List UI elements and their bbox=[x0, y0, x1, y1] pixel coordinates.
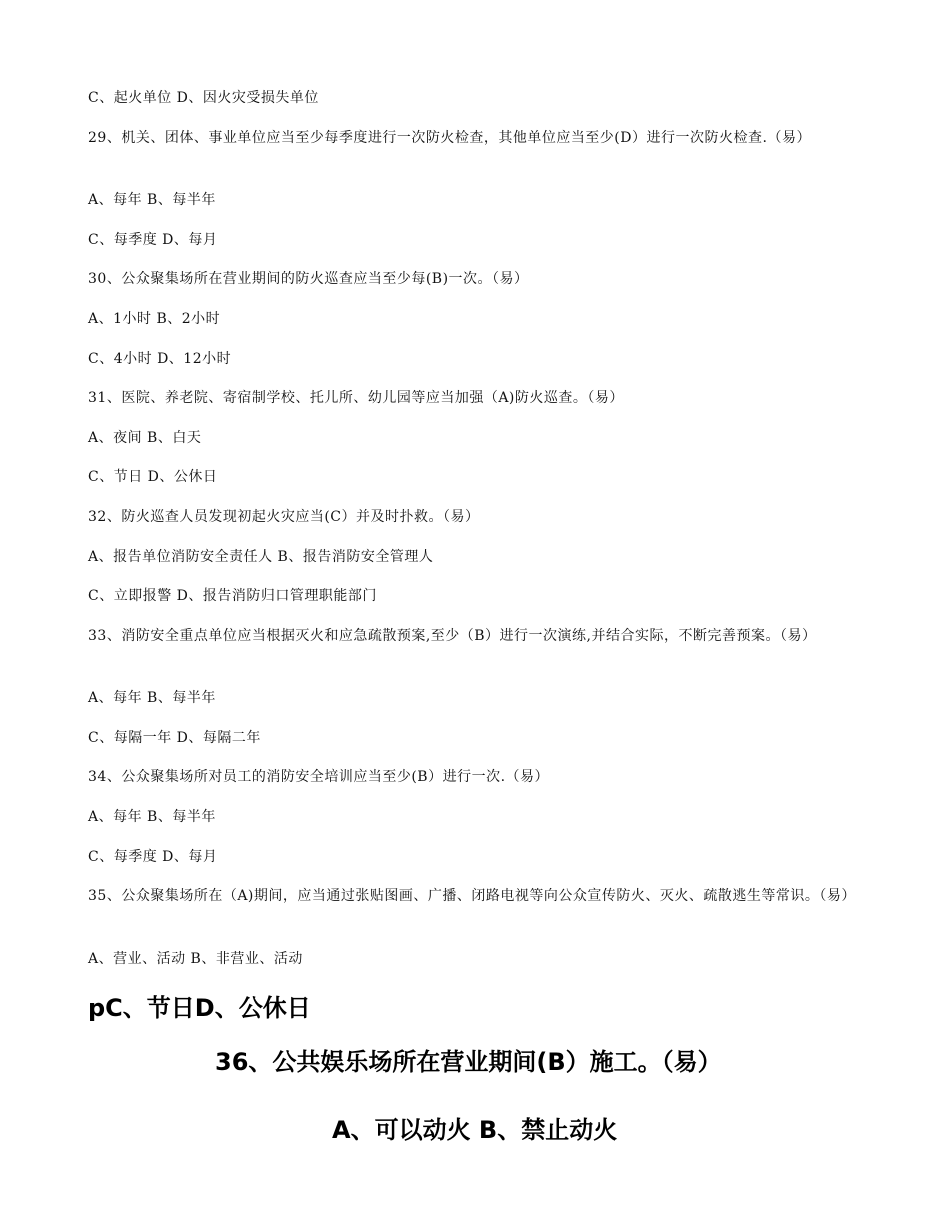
option-line: C、每隔一年 D、每隔二年 bbox=[88, 730, 261, 746]
question-30: 30、公众聚集场所在营业期间的防火巡查应当至少每(B)一次。（易） bbox=[88, 271, 529, 287]
option-line: C、4小时 D、12小时 bbox=[88, 351, 232, 367]
option-line: A、营业、活动 B、非营业、活动 bbox=[88, 951, 303, 967]
option-line: A、夜间 B、白天 bbox=[88, 430, 202, 446]
question-32: 32、防火巡查人员发现初起火灾应当(C）并及时扑救。（易） bbox=[88, 509, 480, 525]
question-31: 31、医院、养老院、寄宿制学校、托儿所、幼儿园等应当加强（A)防火巡查。（易） bbox=[88, 390, 624, 406]
option-line: A、报告单位消防安全责任人 B、报告消防安全管理人 bbox=[88, 549, 434, 565]
option-line: C、节日 D、公休日 bbox=[88, 469, 218, 485]
question-29: 29、机关、团体、事业单位应当至少每季度进行一次防火检查，其他单位应当至少(D）进行一次防火检查.（易） bbox=[88, 130, 811, 146]
large-option-line: A、可以动火 B、禁止动火 bbox=[332, 1116, 618, 1144]
option-line: A、1小时 B、2小时 bbox=[88, 311, 221, 327]
large-option-line: pC、节日D、公休日 bbox=[88, 994, 311, 1022]
option-line: C、起火单位 D、因火灾受损失单位 bbox=[88, 90, 319, 106]
option-line: A、每年 B、每半年 bbox=[88, 809, 216, 825]
question-35: 35、公众聚集场所在（A)期间，应当通过张贴图画、广播、闭路电视等向公众宣传防火、灭火、疏散逃生等常识。（易） bbox=[88, 888, 856, 904]
option-line: C、每季度 D、每月 bbox=[88, 849, 218, 865]
option-line: C、每季度 D、每月 bbox=[88, 232, 218, 248]
option-line: A、每年 B、每半年 bbox=[88, 690, 216, 706]
question-33: 33、消防安全重点单位应当根据灭火和应急疏散预案,至少（B）进行一次演练,并结合实际，不断完善预案。（易） bbox=[88, 628, 817, 644]
option-line: C、立即报警 D、报告消防归口管理职能部门 bbox=[88, 588, 377, 604]
question-34: 34、公众聚集场所对员工的消防安全培训应当至少(B）进行一次.（易） bbox=[88, 769, 550, 785]
option-line: A、每年 B、每半年 bbox=[88, 192, 216, 208]
question-36: 36、公共娱乐场所在营业期间(B）施工。（易） bbox=[215, 1048, 722, 1076]
